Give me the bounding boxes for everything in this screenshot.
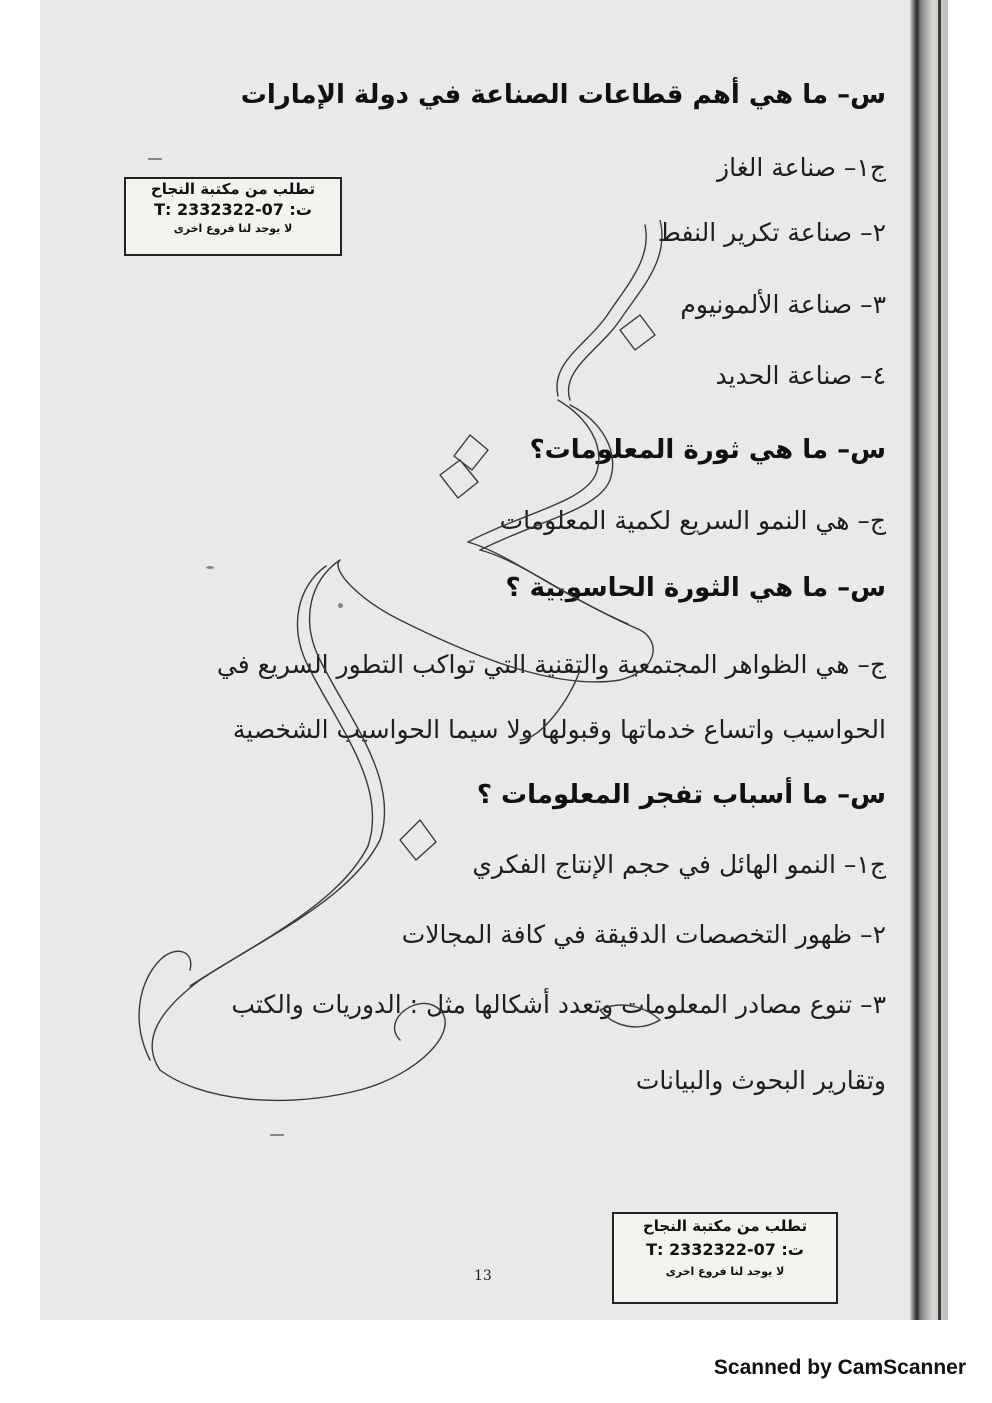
page-binding-edge [910, 0, 948, 1320]
page-number: 13 [474, 1268, 492, 1284]
answer-line: ج– هي الظواهر المجتمعية والتقنية التي تواكب التطور السريع في [216, 650, 886, 679]
stamp-note: لا يوجد لنا فروع اخرى [173, 222, 293, 235]
camscanner-footer: Scanned by CamScanner [713, 1356, 966, 1379]
question-line: س– ما هي الثورة الحاسوبية ؟ [505, 573, 886, 603]
answer-line: ٣– صناعة الألمونيوم [680, 290, 886, 319]
answer-line: ٢– صناعة تكرير النفط [657, 218, 886, 247]
library-stamp-bottom [612, 1212, 838, 1304]
library-stamp-top [124, 177, 342, 256]
answer-line: الحواسيب واتساع خدماتها وقبولها ولا سيما الحواسيب الشخصية [232, 715, 886, 744]
answer-line: ج١– النمو الهائل في حجم الإنتاج الفكري [472, 850, 886, 879]
question-line: س– ما أسباب تفجر المعلومات ؟ [476, 780, 886, 810]
answer-line: ٤– صناعة الحديد [715, 361, 886, 390]
stamp-phone: ت: 07-2332322 :T [646, 1240, 804, 1259]
stamp-library-name: تطلب من مكتبة النجاح [642, 1217, 808, 1235]
handwritten-watermark [100, 220, 720, 1120]
scan-speck [148, 158, 162, 160]
answer-line: ٢– ظهور التخصصات الدقيقة في كافة المجالات [401, 920, 886, 949]
answer-line: ج– هي النمو السريع لكمية المعلومات [499, 506, 886, 535]
stamp-phone: ت: 07-2332322 :T [154, 200, 312, 219]
stamp-library-name: تطلب من مكتبة النجاح [150, 180, 316, 198]
question-line: س– ما هي أهم قطاعات الصناعة في دولة الإمارات [240, 80, 886, 110]
binding-line [938, 0, 941, 1320]
answer-line: ج١– صناعة الغاز [717, 153, 886, 182]
scan-speck [270, 1134, 284, 1136]
answer-line: ٣– تنوع مصادر المعلومات وتعدد أشكالها مثل : الدوريات والكتب [231, 990, 886, 1019]
question-line: س– ما هي ثورة المعلومات؟ [529, 435, 886, 465]
stamp-note: لا يوجد لنا فروع اخرى [665, 1265, 785, 1278]
answer-line: وتقارير البحوث والبيانات [635, 1066, 886, 1095]
